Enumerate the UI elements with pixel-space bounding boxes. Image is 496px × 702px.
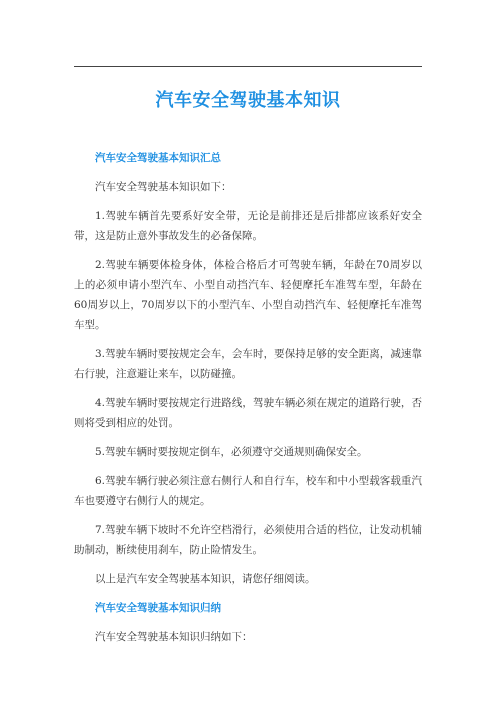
- section-summary: [74, 148, 422, 589]
- paragraph: 7.驾驶车辆下坡时不允许空档滑行，必须使用合适的档位，让发动机辅助制动，断续使用刹车，防止险情发生。: [74, 524, 422, 556]
- section-heading: 汽车安全驾驶基本知识归纳: [95, 602, 221, 614]
- paragraph: 6.驾驶车辆行驶必须注意右侧行人和自行车，校车和中小型载客载重汽车也要遵守右侧行人的规定。: [74, 475, 422, 507]
- header-rule: [74, 66, 422, 67]
- paragraph: 4.驾驶车辆时要按规定行进路线，驾驶车辆必须在规定的道路行驶，否则将受到相应的处罚。: [74, 397, 422, 429]
- paragraph: 3.驾驶车辆时要按规定会车，会车时，要保持足够的安全距离，减速靠右行驶，注意避让来车，以防碰撞。: [74, 348, 422, 380]
- paragraph: 1.驾驶车辆首先要系好安全带，无论是前排还是后排都应该系好安全带，这是防止意外事故发生的必备保障。: [74, 210, 422, 242]
- section-induction: [74, 598, 422, 647]
- document-body: [74, 148, 422, 656]
- paragraph: 2.驾驶车辆要体检身体，体检合格后才可驾驶车辆，年龄在70周岁以上的必须申请小型汽车、小型自动挡汽车、轻便摩托车准驾车型，年龄在60周岁以上，70周岁以下的小型汽车、小型自动挡汽车、轻便摩托车准驾车型。: [74, 259, 422, 331]
- paragraph: 汽车安全驾驶基本知识如下：: [95, 181, 232, 193]
- document-title: 汽车安全驾驶基本知识: [155, 90, 341, 111]
- paragraph: 5.驾驶车辆时要按规定倒车，必须遵守交通规则确保安全。: [95, 446, 368, 458]
- paragraph: 以上是汽车安全驾驶基本知识，请您仔细阅读。: [95, 573, 316, 585]
- section-heading: 汽车安全驾驶基本知识汇总: [95, 152, 221, 164]
- paragraph: 汽车安全驾驶基本知识归纳如下：: [95, 631, 253, 643]
